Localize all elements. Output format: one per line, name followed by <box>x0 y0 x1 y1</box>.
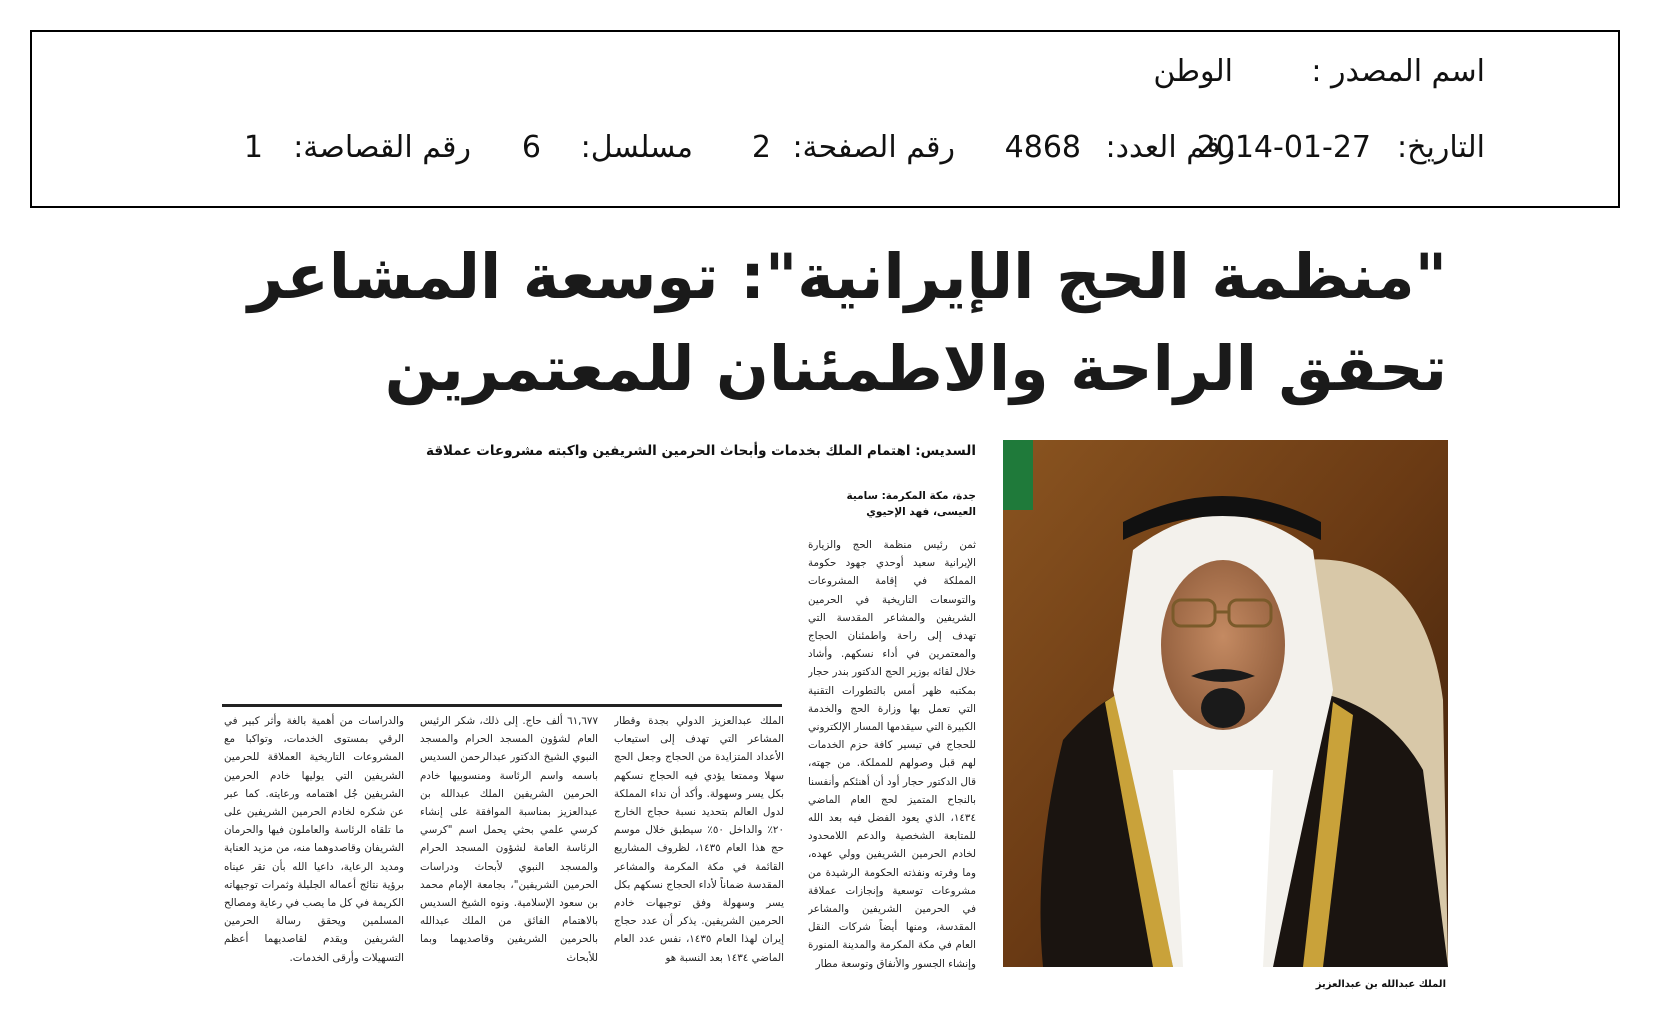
serial-value: 6 <box>521 130 541 165</box>
article-column-3: ٦١,٦٧٧ ألف حاج. إلى ذلك، شكر الرئيس العام لشؤون المسجد الحرام والمسجد النبوي الشيخ الدكتور عبدالرحمن السديس باسمه واسم الرئاسة ومنسوبيها خادم الحرمين الشريفين الملك عبدالله بن عبدالعزيز بمناسبة الموافقة على إنشاء كرسي علمي بحثي يحمل اسم "كرسي الرئاسة العامة لشؤون المسجد الحرام والمسجد النبوي لأبحاث ودراسات الحرمين الشريفين"، بجامعة الإمام محمد بن سعود الإسلامية. ونوه الشيخ السديس بالاهتمام الفائق من الملك عبدالله بالحرمين الشريفين وقاصديهما وبما للأبحاث <box>420 715 598 964</box>
subheadline: السديس: اهتمام الملك بخدمات وأبحاث الحرمين الشريفين واكبته مشروعات عملاقة <box>426 443 976 459</box>
clip-label: رقم القصاصة: <box>293 130 471 165</box>
headline-line-1: "منظمة الحج الإيرانية": توسعة المشاعر <box>247 240 1447 313</box>
date-value: 2014-01-27 <box>1196 130 1371 165</box>
headline-line-2: تحقق الراحة والاطمئنان للمعتمرين <box>384 332 1447 405</box>
issue-value: 4868 <box>1004 130 1081 165</box>
date-label: التاريخ: <box>1397 130 1485 165</box>
page-label: رقم الصفحة: <box>792 130 955 165</box>
article-column-2: الملك عبدالعزيز الدولي بجدة وقطار المشاعر التي تهدف إلى استيعاب الأعداد المتزايدة من الحجاج وجعل الحج سهلا وممتعا يؤدي فيه الحجاج نسكهم بكل يسر وسهولة. وأكد أن نداء المملكة لدول العالم بتحديد نسبة حجاج الخارج ٢٠٪ والداخل ٥٠٪ سيطبق خلال موسم حج هذا العام ١٤٣٥، لظروف المشاريع القائمة في مكة المكرمة والمشاعر المقدسة ضماناً لأداء الحجاج نسكهم بكل يسر وسهولة وفق توجيهات خادم الحرمين الشريفين. يذكر أن عدد حجاج إيران لهذا العام ١٤٣٥، نفس عدد العام الماضي ١٤٣٤ بعد النسبة هو <box>614 715 784 964</box>
issue-label: رقم العدد: <box>1105 130 1235 165</box>
source-value: الوطن <box>1153 54 1233 89</box>
serial-label: مسلسل: <box>580 130 693 165</box>
byline <box>796 488 976 520</box>
portrait-illustration <box>1003 440 1448 967</box>
clip-value: 1 <box>243 130 263 165</box>
page-value: 2 <box>751 130 771 165</box>
photo-caption: الملك عبدالله بن عبدالعزيز <box>1315 979 1446 990</box>
article-column-4: والدراسات من أهمية بالغة وأثر كبير في الرقي بمستوى الخدمات، وتواكبا مع المشروعات التاريخية العملاقة للحرمين الشريفين التي يوليها خادم الحرمين الشريفين جُل اهتمامه ورعايته. كما عبر عن شكره لخادم الحرمين الشريفين على ما تلقاه الرئاسة والعاملون فيها والحرمان الشريفان وقاصدوهما منه، من مزيد العناية ومديد الرعاية، داعيا الله بأن تقر عيناه برؤية نتائج أعماله الجليلة وثمرات توجيهاته الكريمة في كل ما يصب في رعاية ومصالح المسلمين ويحقق رسالة الحرمين الشريفين ويقدم لقاصديهما أعظم التسهيلات وأرقى الخدمات. <box>224 715 404 964</box>
article-column-1: ثمن رئيس منظمة الحج والزيارة الإيرانية سعيد أوحدي جهود حكومة المملكة في إقامة المشروعات والتوسعات التاريخية في الحرمين الشريفين والمشاعر المقدسة التي تهدف إلى راحة واطمئنان الحجاج والمعتمرين في أداء نسكهم. وأشاد خلال لقائه بوزير الحج الدكتور بندر حجار بمكتبه ظهر أمس بالتطورات التقنية التي تعمل بها وزارة الحج والخدمة الكبيرة التي سيقدمها المسار الإلكتروني للحجاج في تيسير كافة حزم الخدمات لهم قبل وصولهم للمملكة. من جهته، قال الدكتور حجار أود أن أهنئكم وأنفسنا بالنجاح المتميز لحج العام الماضي ١٤٣٤، الذي يعود الفضل فيه بعد الله للمتابعة الشخصية والدعم اللامحدود لخادم الحرمين الشريفين وولي عهده، وما وفرته ونفذته الحكومة الرشيدة من مشروعات توسعية وإنجازات عملاقة في الحرمين الشريفين والمشاعر المقدسة، ومنها أيضاً شركات النقل العام في مكة المكرمة والمدينة المنورة وإنشاء الجسور والأنفاق وتوسعة مطار <box>808 539 976 970</box>
king-abdullah-photo <box>1003 440 1448 967</box>
column-divider-rule <box>222 704 782 707</box>
byline-line-1: جدة، مكة المكرمة: سامية <box>846 490 976 502</box>
source-label: اسم المصدر : <box>1311 54 1485 89</box>
byline-line-2: العيسى، فهد الإحيوي <box>866 506 976 518</box>
